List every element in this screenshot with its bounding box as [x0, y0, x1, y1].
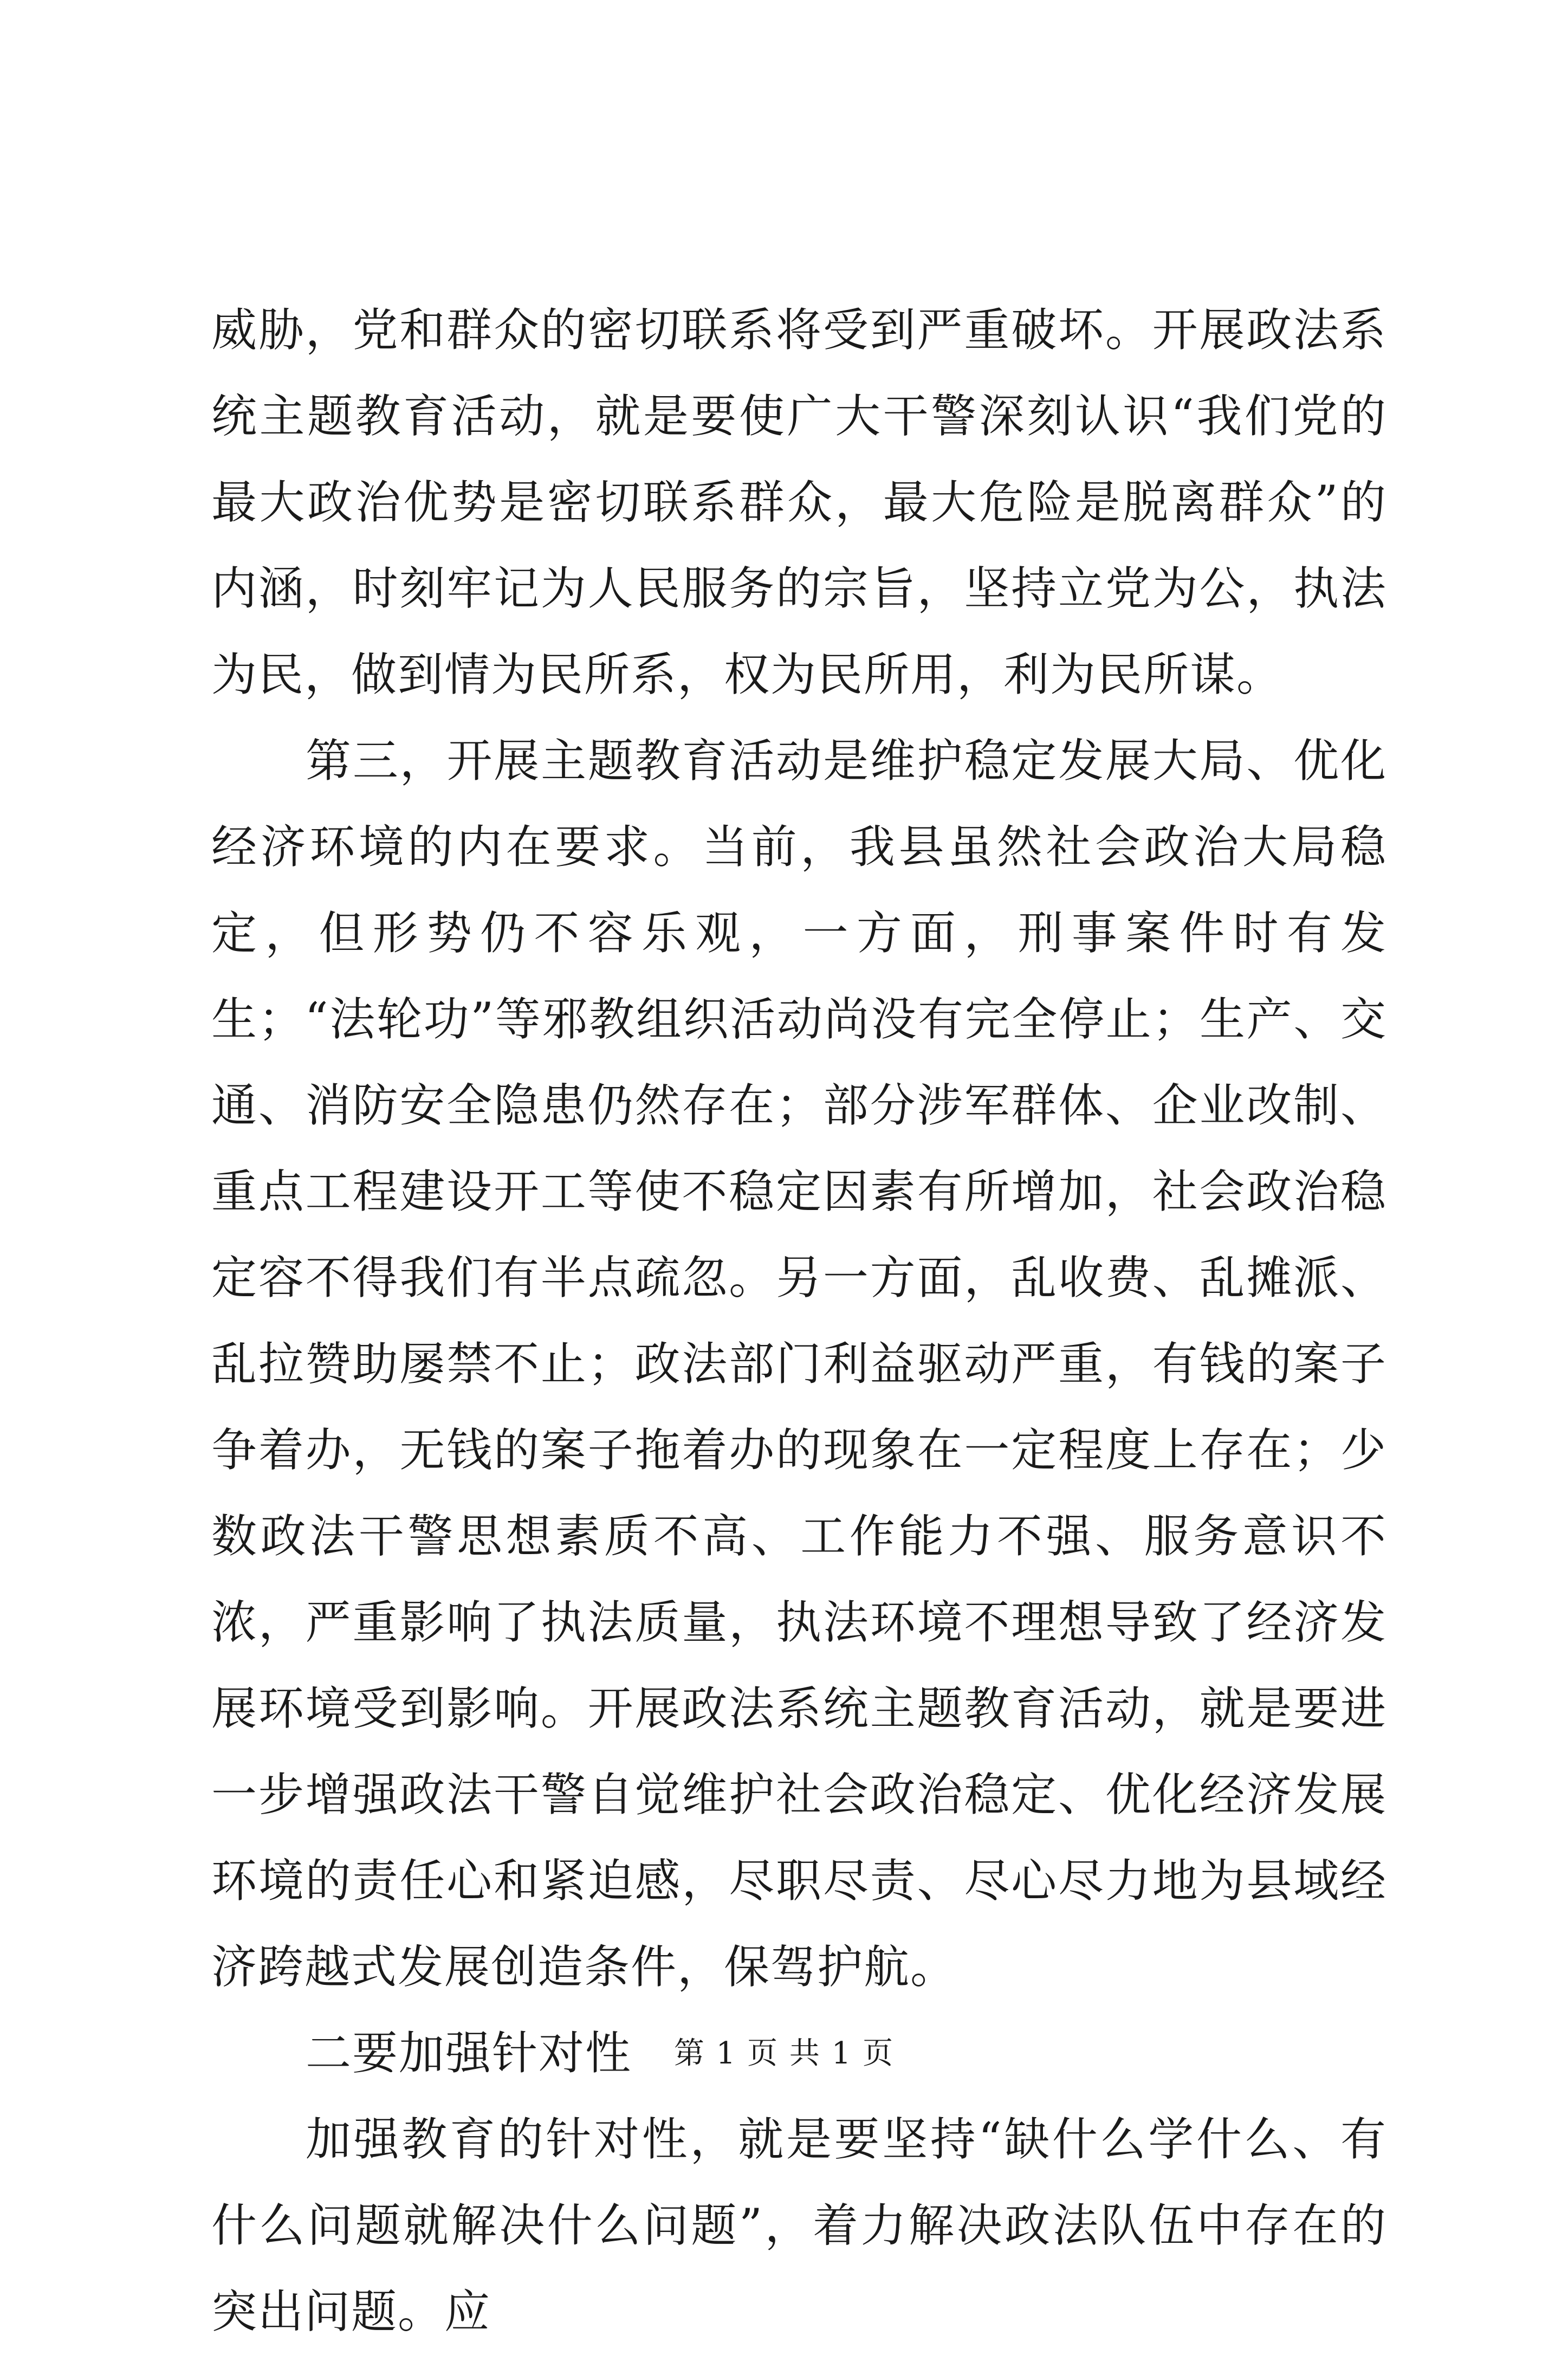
section-heading: 二要加强针对性 — [306, 2027, 632, 2080]
paragraph-3: 加强教育的针对性，就是要坚持“缺什么学什么、有什么问题就解决什么问题”，着力解决政法队伍中存在的突出问题。应 — [211, 2113, 1387, 2338]
paragraph-2: 第三，开展主题教育活动是维护稳定发展大局、优化经济环境的内在要求。当前，我县虽然社会政治大局稳定，但形势仍不容乐观，一方面，刑事案件时有发生；“法轮功”等邪教组织活动尚没有完全停止；生产、交通、消防安全隐患仍然存在；部分涉军群体、企业改制、重点工程建设开工等使不稳定因素有所增加，社会政治稳定容不得我们有半点疏忽。另一方面，乱收费、乱摊派、乱拉赞助屡禁不止；政法部门利益驱动严重，有钱的案子争着办，无钱的案子拖着办的现象在一定程度上存在；少数政法干警思想素质不高、工作能力不强、服务意识不浓，严重影响了执法质量，执法环境不理想导致了经济发展环境受到影响。开展政法系统主题教育活动，就是要进一步增强政法干警自觉维护社会政治稳定、优化经济发展环境的责任心和紧迫感，尽职尽责、尽心尽力地为县域经济跨越式发展创造条件，保驾护航。 — [211, 734, 1387, 1994]
paragraph-1: 威胁，党和群众的密切联系将受到严重破坏。开展政法系统主题教育活动，就是要使广大干警深刻认识“我们党的最大政治优势是密切联系群众，最大危险是脱离群众”的内涵，时刻牢记为人民服务的宗旨，坚持立党为公，执法为民，做到情为民所系，权为民所用，利为民所谋。 — [211, 303, 1387, 701]
page-footer: 第 1 页 共 1 页 — [673, 2036, 895, 2071]
